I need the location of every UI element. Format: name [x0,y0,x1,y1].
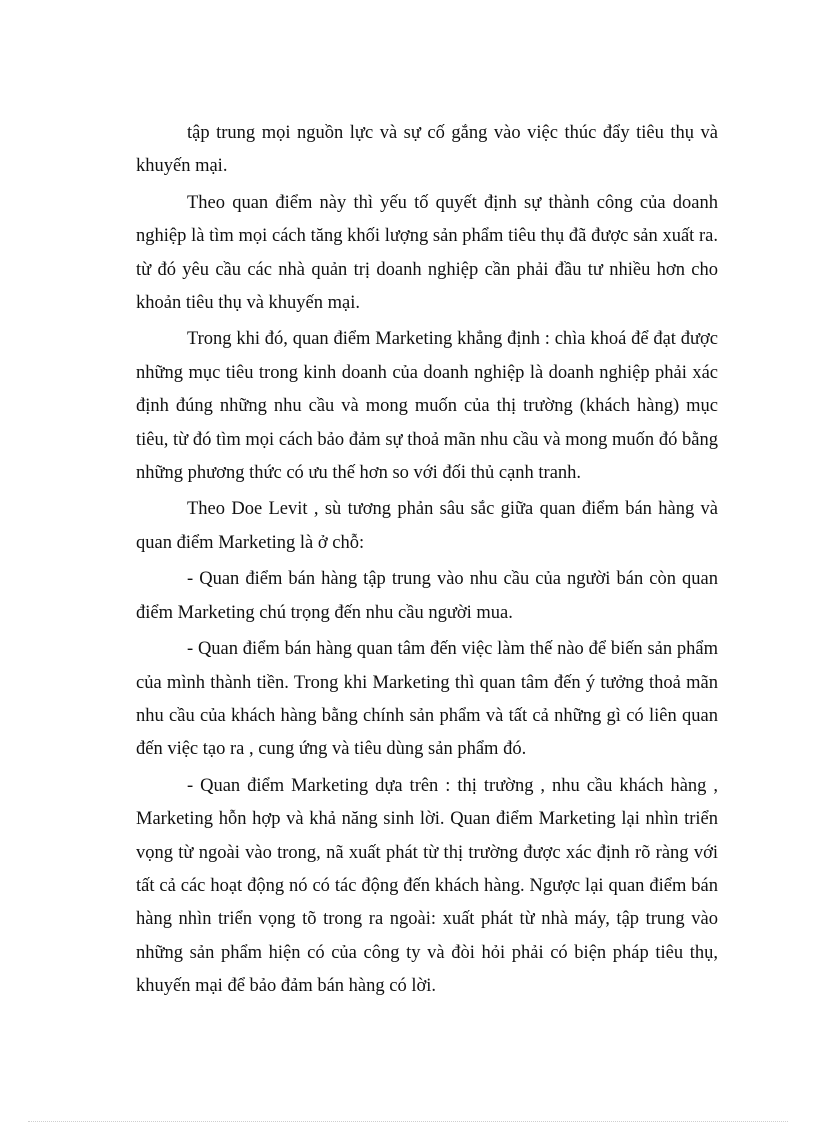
paragraph-5: - Quan điểm bán hàng tập trung vào nhu cầu của người bán còn quan điểm Marketing chú trọng đến nhu cầu người mua. [136,569,718,623]
paragraph-2: Theo quan điểm này thì yếu tố quyết định sự thành công của doanh nghiệp là tìm mọi cách tăng khối lượng sản phẩm tiêu thụ đã được sản xuất ra. từ đó yêu cầu các nhà quản trị doanh nghiệp cần phải đầu tư nhiều hơn cho khoản tiêu thụ và khuyến mại. [136,192,718,314]
page-bottom-divider [28,1121,788,1122]
paragraph-7: - Quan điểm Marketing dựa trên : thị trường , nhu cầu khách hàng , Marketing hỗn hợp và khả năng sinh lời. Quan điểm Marketing lại nhìn triển vọng từ ngoài vào trong, nã xuất phát từ thị trường được xác định rõ ràng với tất cả các hoạt động nó có tác động đến khách hàng. Ngược lại quan điểm bán hàng nhìn triển vọng tõ trong ra ngoài: xuất phát từ nhà máy, tập trung vào những sản phẩm hiện có của công ty và đòi hỏi phải có biện pháp tiêu thụ, khuyến mại để bảo đảm bán hàng có lời. [136,775,718,997]
paragraph-6: - Quan điểm bán hàng quan tâm đến việc làm thế nào để biến sản phẩm của mình thành tiền. Trong khi Marketing thì quan tâm đến ý tưởng thoả mãn nhu cầu của khách hàng bằng chính sản phẩm và tất cả những gì có liên quan đến việc tạo ra , cung ứng và tiêu dùng sản phẩm đó. [136,639,718,760]
document-body [136,117,718,1004]
paragraph-4: Theo Doe Levit , sù tương phản sâu sắc giữa quan điểm bán hàng và quan điểm Marketing là ở chỗ: [136,499,718,553]
paragraph-3: Trong khi đó, quan điểm Marketing khẳng định : chìa khoá để đạt được những mục tiêu trong kinh doanh của doanh nghiệp là doanh nghiệp phải xác định đúng những nhu cầu và mong muốn của thị trường (khách hàng) mục tiêu, từ đó tìm mọi cách bảo đảm sự thoả mãn nhu cầu và mong muốn đó bằng những phương thức có ưu thế hơn so với đối thủ cạnh tranh. [136,329,718,484]
paragraph-1: tập trung mọi nguồn lực và sự cố gắng vào việc thúc đẩy tiêu thụ và khuyến mại. [136,123,718,177]
